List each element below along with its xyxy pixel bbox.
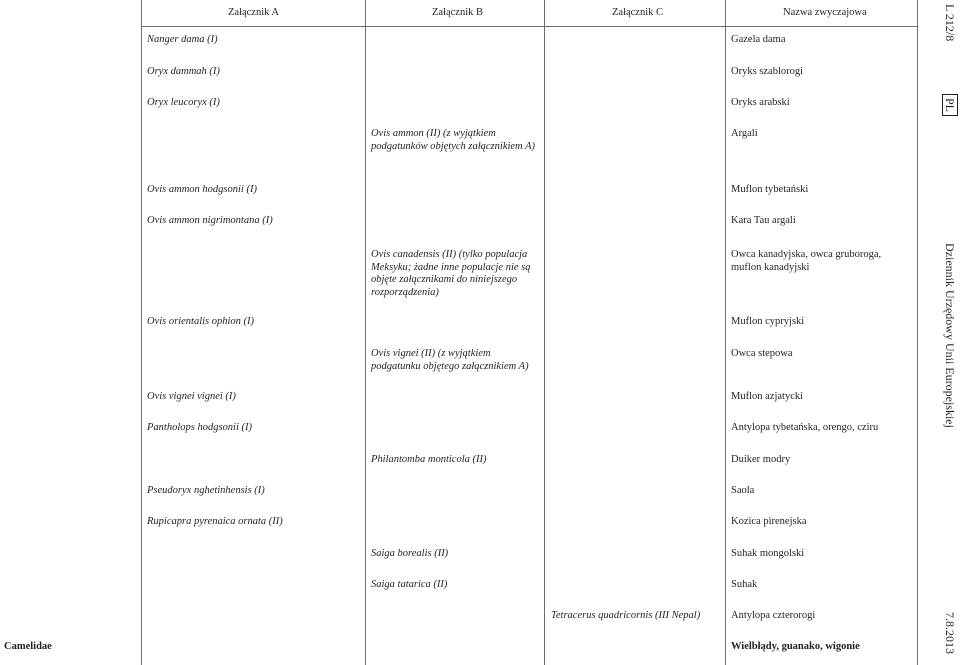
- annex-b-cell: Philantomba monticola (II): [371, 454, 487, 465]
- annex-a-cell: Oryx leucoryx (I): [147, 97, 220, 108]
- page-reference: L 212/8: [943, 4, 957, 42]
- annex-a-cell: Ovis ammon nigrimontana (I): [147, 215, 273, 226]
- family-common-name: Wielbłądy, guanako, wigonie: [731, 641, 860, 652]
- language-code: PL: [942, 94, 958, 116]
- common-name-cell: Saola: [731, 485, 755, 496]
- language-box: [942, 94, 957, 116]
- annex-b-cell: Ovis vignei (II) (z wyjątkiem podgatunku objętego załącznikiem A): [371, 348, 529, 372]
- annex-a-cell: Ovis ammon hodgsonii (I): [147, 184, 257, 195]
- publication-date: 7.8.2013: [943, 612, 957, 654]
- column-divider: [917, 0, 918, 665]
- common-name-cell: Owca stepowa: [731, 348, 793, 359]
- annex-a-cell: Pseudoryx nghetinhensis (I): [147, 485, 265, 496]
- column-divider: [365, 0, 366, 665]
- annex-a-cell: Pantholops hodgsonii (I): [147, 422, 252, 433]
- annex-a-cell: Nanger dama (I): [147, 34, 218, 45]
- annex-a-cell: Ovis vignei vignei (I): [147, 391, 236, 402]
- common-name-cell: Kozica pirenejska: [731, 516, 807, 527]
- annex-b-cell: Saiga borealis (II): [371, 548, 449, 559]
- common-name-cell: Gazela dama: [731, 34, 786, 45]
- header-rule: [142, 26, 917, 27]
- common-name-cell: Owca kanadyjska, owca gruboroga, muflon kanadyjski: [731, 249, 882, 273]
- common-name-cell: Muflon tybetański: [731, 184, 809, 195]
- annex-b-cell: Ovis canadensis (II) (tylko populacja Meksyku; żadne inne populacje nie są objęte załącznikami do niniejszego rozporządzenia): [371, 249, 531, 298]
- common-name-cell: Duiker modry: [731, 454, 791, 465]
- common-name-cell: Oryks szablorogi: [731, 66, 804, 77]
- common-name-cell: Muflon cypryjski: [731, 316, 805, 327]
- journal-title: Dziennik Urzędowy Unii Europejskiej: [943, 243, 957, 428]
- annex-a-cell: Ovis orientalis ophion (I): [147, 316, 255, 327]
- common-name-cell: Suhak: [731, 579, 758, 590]
- annex-b-cell: Ovis ammon (II) (z wyjątkiem podgatunków objętych załącznikiem A): [371, 128, 535, 152]
- header-annex-a: Załącznik A: [228, 7, 280, 18]
- common-name-cell: Kara Tau argali: [731, 215, 796, 226]
- journal-side-margin: [931, 0, 960, 665]
- header-common-name: Nazwa zwyczajowa: [783, 7, 867, 18]
- annex-a-cell: Oryx dammah (I): [147, 66, 220, 77]
- common-name-cell: Antylopa czterorogi: [731, 610, 816, 621]
- common-name-cell: Argali: [731, 128, 758, 139]
- annex-a-cell: Rupicapra pyrenaica ornata (II): [147, 516, 283, 527]
- column-divider: [141, 0, 142, 665]
- annex-b-cell: Saiga tatarica (II): [371, 579, 448, 590]
- common-name-cell: Muflon azjatycki: [731, 391, 804, 402]
- column-divider: [544, 0, 545, 665]
- header-annex-c: Załącznik C: [612, 7, 664, 18]
- common-name-cell: Oryks arabski: [731, 97, 790, 108]
- header-annex-b: Załącznik B: [432, 7, 484, 18]
- common-name-cell: Suhak mongolski: [731, 548, 805, 559]
- family-name: Camelidae: [4, 641, 52, 652]
- annex-c-cell: Tetracerus quadricornis (III Nepal): [551, 610, 701, 621]
- common-name-cell: Antylopa tybetańska, orengo, cziru: [731, 422, 879, 433]
- column-divider: [725, 0, 726, 665]
